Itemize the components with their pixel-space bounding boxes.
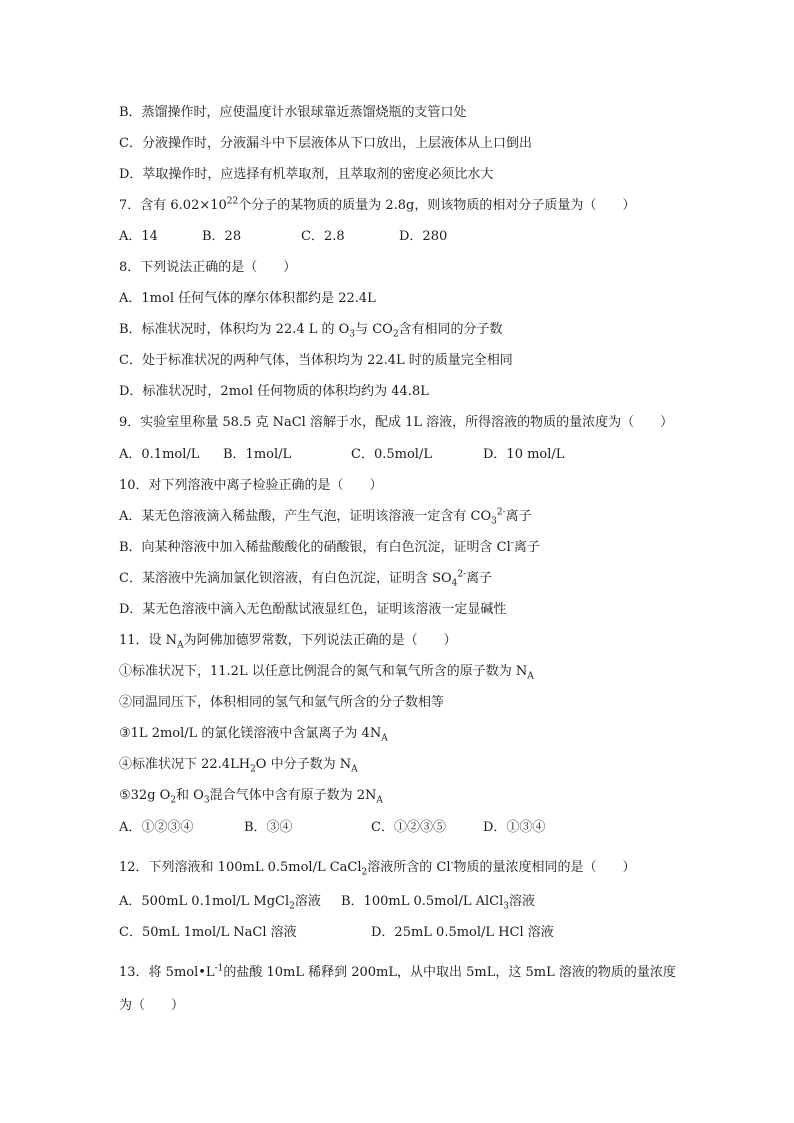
q12-option-b-text-a: B．100mL 0.5mol/L AlCl bbox=[341, 894, 504, 909]
q11-statement-4 bbox=[119, 756, 358, 774]
q9-option-c: C．0.5mol/L bbox=[351, 447, 432, 462]
q13-stem-text-a: 13．将 5mol•L bbox=[119, 965, 215, 980]
q10-option-c-text-b: 离子 bbox=[466, 571, 493, 586]
q12-stem-sub: 2 bbox=[361, 867, 368, 878]
q7-stem-sup: 22 bbox=[226, 196, 239, 207]
q7-stem bbox=[119, 197, 635, 215]
q10-option-b-text-a: B．向某种溶液中加入稀盐酸酸化的硝酸银，有白色沉淀，证明含 Cl bbox=[119, 540, 511, 555]
q11-statement-1-sub: A bbox=[527, 671, 534, 682]
q9-option-b: B．1mol/L bbox=[223, 447, 292, 462]
q11-stem-text-a: 11．设 N bbox=[119, 633, 178, 648]
q7-stem-text-b: 个分子的某物质的质量为 2.8g，则该物质的相对分子质量为（ ） bbox=[238, 198, 636, 213]
q12-option-a-text-b: 溶液 bbox=[294, 894, 321, 909]
q9-option-a: A．0.1mol/L bbox=[119, 447, 200, 462]
q11-statement-5-text-a: ⑤32g O bbox=[119, 788, 171, 803]
q6-option-b bbox=[119, 104, 467, 122]
q8-option-a-text: A．1mol 任何气体的摩尔体积都约是 22.4L bbox=[119, 291, 376, 306]
q11-option-c: C．①②③⑤ bbox=[371, 820, 446, 835]
q8-option-b-sub1: 3 bbox=[349, 329, 356, 340]
q12-option-a bbox=[119, 893, 321, 911]
q12-stem-text-c: 物质的量浓度相同的是（ ） bbox=[453, 860, 636, 875]
q12-option-a-sub: 2 bbox=[289, 901, 295, 912]
q10-option-c-sub: 4 bbox=[451, 578, 458, 589]
q10-option-c-sup: 2- bbox=[457, 569, 467, 580]
q7-option-c: C．2.8 bbox=[301, 229, 345, 244]
q12-stem-text-a: 12．下列溶液和 100mL 0.5mol/L CaCl bbox=[119, 860, 362, 875]
q9-stem bbox=[119, 414, 673, 432]
q10-option-b-text-b: 离子 bbox=[513, 540, 540, 555]
q6-option-c bbox=[119, 135, 532, 153]
q8-stem-text: 8．下列说法正确的是（ ） bbox=[119, 260, 297, 275]
q7-option-a: A．14 bbox=[119, 229, 158, 244]
q12-option-c: C．50mL 1mol/L NaCl 溶液 bbox=[119, 925, 297, 940]
q10-option-b bbox=[119, 539, 540, 557]
q12-stem bbox=[119, 859, 636, 877]
q7-stem-text-a: 7．含有 6.02×10 bbox=[119, 198, 227, 213]
q13-stem-text-b: 的盐酸 10mL 稀释到 200mL，从中取出 5mL，这 5mL 溶液的物质的量浓度 bbox=[223, 965, 676, 980]
q11-option-a: A．①②③④ bbox=[119, 820, 194, 835]
q12-stem-sup: - bbox=[450, 858, 454, 869]
q11-statement-1 bbox=[119, 663, 534, 681]
q13-stem-continued bbox=[119, 997, 184, 1015]
q8-option-d bbox=[119, 383, 429, 401]
q8-option-b-text-a: B．标准状况时，体积均为 22.4 L 的 O bbox=[119, 322, 350, 337]
q11-statement-4-text-a: ④标准状况下 22.4LH bbox=[119, 757, 251, 772]
q12-option-d: D．25mL 0.5mol/L HCl 溶液 bbox=[371, 925, 554, 940]
q10-option-a-text-a: A．某无色溶液滴入稀盐酸，产生气泡，证明该溶液一定含有 CO bbox=[119, 509, 492, 524]
q9-option-d: D．10 mol/L bbox=[483, 447, 565, 462]
q11-statement-5-text-c: 混合气体中含有原子数为 2N bbox=[209, 788, 377, 803]
q9-stem-text: 9．实验室里称量 58.5 克 NaCl 溶解于水，配成 1L 溶液，所得溶液的物质的量浓度为（ ） bbox=[119, 415, 674, 430]
q10-option-c bbox=[119, 570, 492, 588]
q8-option-a bbox=[119, 290, 376, 308]
q8-option-d-text: D．标准状况时，2mol 任何物质的体积均约为 44.8L bbox=[119, 384, 429, 399]
q8-option-c bbox=[119, 352, 513, 370]
q8-option-b-sub2: 2 bbox=[392, 329, 399, 340]
q12-options-row-2 bbox=[119, 924, 679, 942]
q8-option-c-text: C．处于标准状况的两种气体，当体积均为 22.4L 时的质量完全相同 bbox=[119, 353, 513, 368]
q12-stem-text-b: 溶液所含的 Cl bbox=[367, 860, 451, 875]
q8-option-b-text-b: 与 CO bbox=[355, 322, 393, 337]
q11-statement-5-sub2: 3 bbox=[203, 795, 210, 806]
q13-stem-sup: -1 bbox=[214, 963, 224, 974]
q10-option-a bbox=[119, 508, 532, 526]
q11-option-b: B．③④ bbox=[244, 820, 293, 835]
q11-options bbox=[119, 819, 679, 837]
q10-option-a-text-b: 离子 bbox=[505, 509, 532, 524]
q10-option-a-sup: 2- bbox=[496, 507, 506, 518]
q6-option-d-text: D．萃取操作时，应选择有机萃取剂，且萃取剂的密度必须比水大 bbox=[119, 167, 494, 182]
q11-statement-5-sub1: 2 bbox=[170, 795, 177, 806]
q11-statement-4-text-b: O 中分子数为 N bbox=[255, 757, 352, 772]
q11-statement-3 bbox=[119, 725, 388, 743]
q7-option-d: D．280 bbox=[399, 229, 448, 244]
q11-statement-3-sub: A bbox=[381, 733, 388, 744]
q11-statement-2-text: ②同温同压下，体积相同的氢气和氩气所含的分子数相等 bbox=[119, 695, 445, 710]
q8-option-b bbox=[119, 321, 503, 339]
q12-option-b bbox=[341, 893, 535, 911]
q10-option-d bbox=[119, 601, 506, 619]
q6-option-b-text: B．蒸馏操作时，应使温度计水银球靠近蒸馏烧瓶的支管口处 bbox=[119, 105, 467, 120]
q10-option-b-sup: - bbox=[510, 538, 514, 549]
q10-option-a-sub: 3 bbox=[491, 516, 497, 527]
q11-statement-5-text-b: 和 O bbox=[176, 788, 204, 803]
q12-option-b-sub: 3 bbox=[503, 901, 509, 912]
q11-stem bbox=[119, 632, 457, 650]
q6-option-d bbox=[119, 166, 493, 184]
q12-options-row-1 bbox=[119, 893, 679, 911]
q9-options bbox=[119, 446, 679, 464]
q11-statement-5 bbox=[119, 787, 383, 805]
q11-statement-5-sub3: A bbox=[376, 795, 383, 806]
q10-stem-text: 10．对下列溶液中离子检验正确的是（ ） bbox=[119, 478, 383, 493]
q11-statement-2 bbox=[119, 694, 444, 712]
q10-stem bbox=[119, 477, 383, 495]
q13-stem-continued-text: 为（ ） bbox=[119, 998, 185, 1013]
q11-statement-4-sub: 2 bbox=[250, 764, 256, 775]
q12-option-a-text-a: A．500mL 0.1mol/L MgCl bbox=[119, 894, 290, 909]
q10-option-d-text: D．某无色溶液中滴入无色酚酞试液显红色，证明该溶液一定显碱性 bbox=[119, 602, 507, 617]
q7-options bbox=[119, 228, 679, 246]
q11-statement-3-text: ③1L 2mol/L 的氯化镁溶液中含氯离子为 4N bbox=[119, 726, 382, 741]
q12-option-b-text-b: 溶液 bbox=[508, 894, 535, 909]
q11-stem-sub: A bbox=[177, 640, 184, 651]
q11-stem-text-b: 为阿佛加德罗常数，下列说法正确的是（ ） bbox=[183, 633, 457, 648]
q11-option-d: D．①③④ bbox=[483, 820, 546, 835]
q7-option-b: B．28 bbox=[202, 229, 242, 244]
q10-option-c-text-a: C．某溶液中先滴加氯化钡溶液，有白色沉淀，证明含 SO bbox=[119, 571, 452, 586]
q6-option-c-text: C．分液操作时，分液漏斗中下层液体从下口放出，上层液体从上口倒出 bbox=[119, 136, 532, 151]
q11-statement-1-text: ①标准状况下，11.2L 以任意比例混合的氮气和氧气所含的原子数为 N bbox=[119, 664, 528, 679]
q13-stem bbox=[119, 964, 676, 982]
q8-stem bbox=[119, 259, 296, 277]
q8-option-b-text-c: 含有相同的分子数 bbox=[398, 322, 503, 337]
q11-statement-4-sub2: A bbox=[351, 764, 358, 775]
